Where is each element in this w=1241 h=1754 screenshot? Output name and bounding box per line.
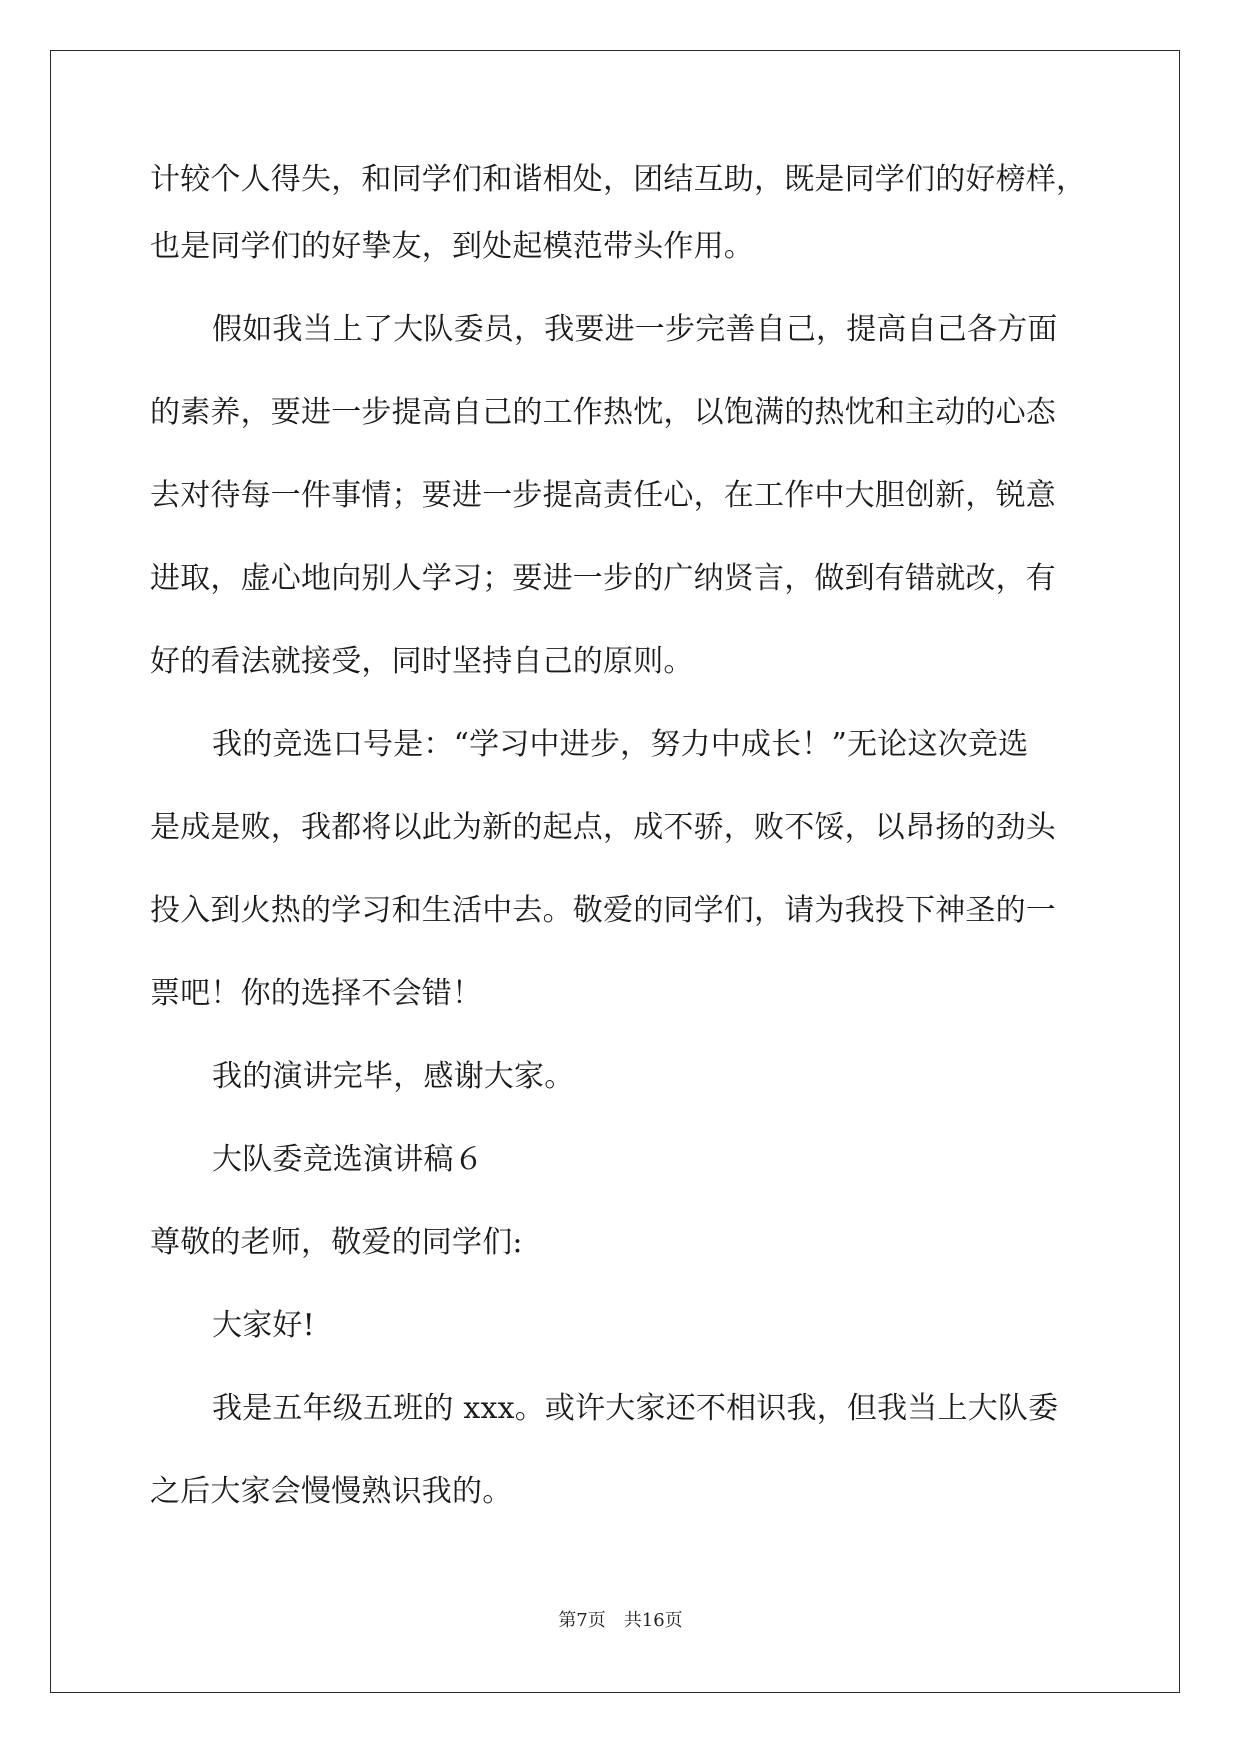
page-border	[50, 50, 1180, 1693]
page-number-total: 共16页	[623, 1610, 683, 1631]
text-line: 也是同学们的好挚友，到处起模范带头作用。	[150, 229, 754, 264]
text-line: 好的看法就接受，同时坚持自己的原则。	[150, 644, 694, 679]
text-line: 去对待每一件事情；要进一步提高责任心，在工作中大胆创新，锐意	[150, 478, 1056, 513]
text-line: 我的竞选口号是：“学习中进步，努力中成长！”无论这次竞选	[212, 727, 1029, 762]
text-line: 假如我当上了大队委员，我要进一步完善自己，提高自己各方面	[212, 312, 1058, 347]
section-title: 大队委竞选演讲稿６	[212, 1142, 484, 1177]
text-line: 票吧！你的选择不会错！	[150, 976, 483, 1011]
text-line: 的素养，要进一步提高自己的工作热忱，以饱满的热忱和主动的心态	[150, 395, 1056, 430]
text-line: 之后大家会慢慢熟识我的。	[150, 1474, 513, 1509]
page-footer	[0, 1609, 1241, 1633]
greeting: 大家好!	[212, 1308, 315, 1343]
text-line: 投入到火热的学习和生活中去。敬爱的同学们，请为我投下神圣的一	[150, 893, 1056, 928]
text-line: 是成是败，我都将以此为新的起点，成不骄，败不馁，以昂扬的劲头	[150, 810, 1056, 845]
text-line: 我是五年级五班的 xxx。或许大家还不相识我，但我当上大队委	[212, 1391, 1059, 1426]
page-number-current: 第7页	[558, 1610, 606, 1631]
salutation: 尊敬的老师，敬爱的同学们:	[150, 1225, 523, 1260]
text-line: 进取，虚心地向别人学习；要进一步的广纳贤言，做到有错就改，有	[150, 561, 1056, 596]
text-line: 我的演讲完毕，感谢大家。	[212, 1059, 575, 1094]
text-line: 计较个人得失，和同学们和谐相处，团结互助，既是同学们的好榜样，	[150, 162, 1087, 197]
